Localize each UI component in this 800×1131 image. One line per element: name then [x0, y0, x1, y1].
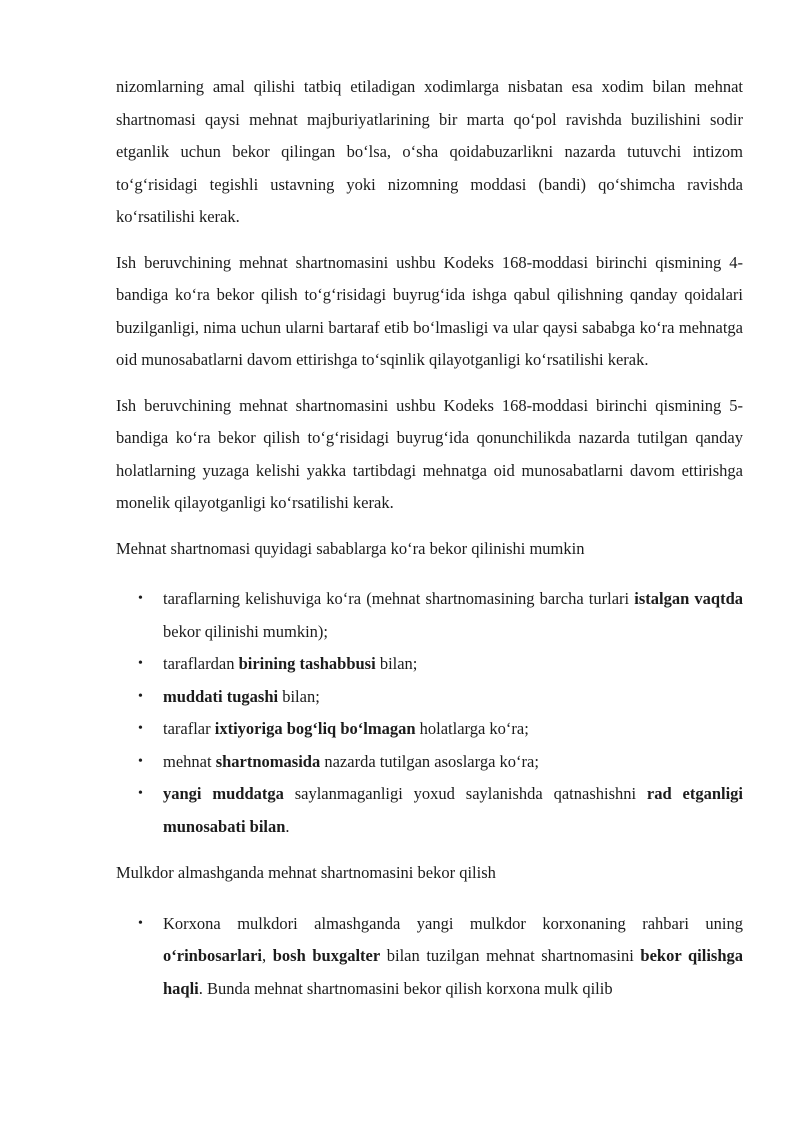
item-bold-text: muddati tugashi: [163, 686, 279, 706]
item-text: taraflarning kelishuviga ko‘ra (mehnat shartnomasining barcha turlari: [163, 589, 635, 608]
bullet-icon: •: [138, 786, 143, 801]
item-text: saylanmaganligi yoxud saylanishda qatnashishni: [283, 784, 647, 803]
item-text: taraflardan: [163, 654, 239, 673]
bullet-icon: •: [138, 656, 143, 671]
item-bold-text: bekor qilishga haqli: [163, 946, 743, 998]
paragraph-4: Mehnat shartnomasi quyidagi sabablarga ko‘ra bekor qilinishi mumkin: [116, 538, 585, 558]
list-item: [116, 778, 743, 843]
item-text: bilan;: [375, 654, 418, 673]
bullet-icon: •: [138, 721, 143, 736]
bullet-icon: •: [138, 591, 143, 606]
list-item: [116, 713, 743, 746]
document-page: [116, 71, 743, 1019]
item-text: taraflar: [163, 719, 215, 738]
paragraph-2: Ish beruvchining mehnat shartnomasini ushbu Kodeks 168-moddasi birinchi qismining 4-bandiga ko‘ra bekor qilish to‘g‘risidagi buyrug‘ida ishga qabul qilishning qanday qoidalari buzilganligi, nima uchun ularni bartaraf etib bo‘lmasligi va ular qaysi sababga ko‘ra mehnatga oid munosabatlarni davom ettirishga to‘sqinlik qilayotganligi ko‘rsatilishi kerak.: [116, 252, 743, 369]
item-bold-text: yangi muddatga: [163, 784, 284, 803]
item-bold-text: shartnomasida: [215, 751, 321, 771]
item-text: bekor qilinishi mumkin);: [163, 621, 328, 641]
bullet-icon: •: [138, 753, 143, 769]
paragraph-3: Ish beruvchining mehnat shartnomasini ushbu Kodeks 168-moddasi birinchi qismining 5-bandiga ko‘ra bekor qilish to‘g‘risidagi buyrug‘ida qonunchilikda nazarda tutilgan qanday holatlarning yuzaga kelishi yakka tartibdagi mehnatga oid munosabatlarni davom ettirishga monelik qilayotganligi ko‘rsatilishi kerak.: [116, 395, 743, 512]
item-text: nazarda tutilgan asoslarga ko‘ra;: [320, 751, 539, 771]
item-text: bilan tuzilgan mehnat shartnomasini: [380, 946, 641, 965]
item-text: . Bunda mehnat shartnomasini bekor qilish korxona mulk qilib: [198, 978, 613, 998]
item-bold-text: rad etganligi munosabati bilan: [163, 784, 744, 836]
item-text: mehnat: [163, 751, 216, 771]
item-bold-text: bosh buxgalter: [272, 946, 381, 965]
paragraph-1: nizomlarning amal qilishi tatbiq etiladigan xodimlarga nisbatan esa xodim bilan mehnat shartnomasi qaysi mehnat majburiyatlarining bir marta qo‘pol ravishda buzilishini sodir etganlik uchun bekor qilingan bo‘lsa, o‘sha qoidabuzarlikni nazarda tutuvchi intizom to‘g‘risidagi tegishli ustavning yoki nizomning moddasi (bandi) qo‘shimcha ravishda ko‘rsatilishi kerak.: [116, 77, 743, 226]
item-text: ,: [262, 946, 273, 965]
owner-change-list: [116, 908, 743, 1006]
list-item: [116, 681, 743, 714]
item-text: .: [285, 816, 290, 836]
bullet-icon: •: [138, 915, 143, 931]
item-text: Korxona mulkdori almashganda yangi mulkdor korxonaning rahbari uning: [163, 913, 743, 933]
list-item: [116, 746, 743, 779]
item-text: holatlarga ko‘ra;: [415, 719, 529, 738]
item-bold-text: istalgan vaqtda: [634, 589, 743, 608]
termination-reasons-list: [116, 583, 743, 843]
list-item: [116, 648, 743, 681]
item-bold-text: ixtiyoriga bog‘liq bo‘lmagan: [214, 719, 416, 738]
item-bold-text: o‘rinbosarlari: [163, 946, 262, 965]
item-text: bilan;: [278, 686, 320, 706]
list-item: [116, 908, 743, 1006]
item-bold-text: birining tashabbusi: [238, 654, 376, 673]
bullet-icon: •: [138, 688, 143, 704]
list-item: [116, 583, 743, 648]
paragraph-5: Mulkdor almashganda mehnat shartnomasini bekor qilish: [116, 863, 496, 882]
